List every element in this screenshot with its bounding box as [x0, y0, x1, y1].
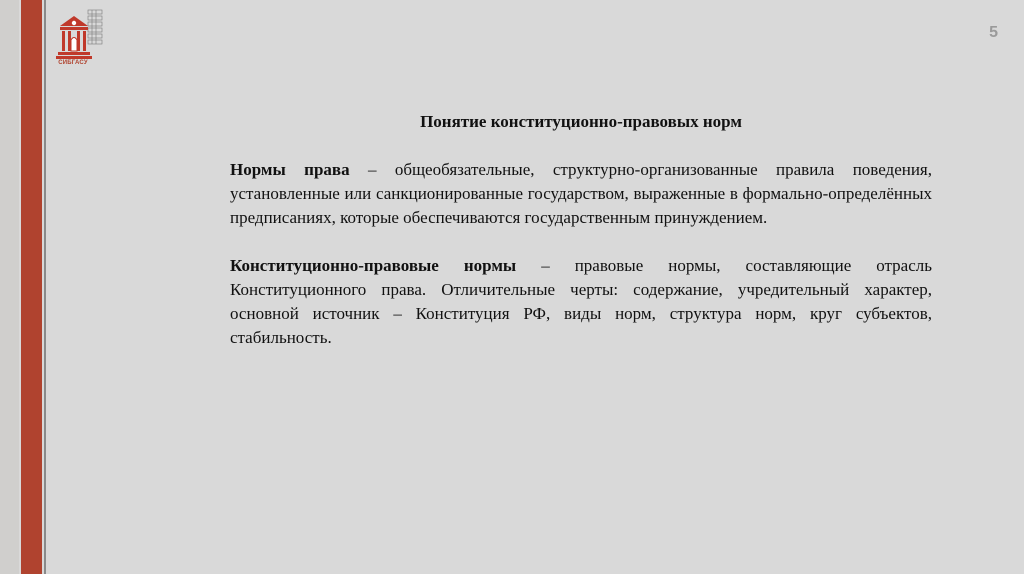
university-building-logo-icon [54, 8, 104, 76]
slide-content [230, 110, 932, 374]
definition-text-norms-of-law: – общеобязательные, структурно-организованные правила поведения, установленные или санкционированные государством, выраженные в формально-определённых предписаниях, которые обеспечиваются государственным принуждением. [230, 160, 933, 227]
left-divider-line [44, 0, 46, 574]
definition-text-constitutional-norms: – правовые нормы, составляющие отрасль Конституционного права. Отличительные черты: содержание, учредительный характер, основной источник – Конституция РФ, виды норм, структура норм, круг субъектов, стабильность. [230, 256, 933, 347]
left-red-stripe [21, 0, 42, 574]
slide-title: Понятие конституционно-правовых норм [420, 112, 742, 131]
logo-caption: СИБГАСУ [58, 60, 88, 66]
definition-paragraph-constitutional-norms [230, 254, 932, 350]
definition-paragraph-norms-of-law [230, 158, 932, 230]
page-number: 5 [989, 24, 998, 41]
term-constitutional-norms: Конституционно-правовые нормы [230, 256, 517, 275]
term-norms-of-law: Нормы права [230, 160, 350, 179]
left-gray-band [0, 0, 19, 574]
